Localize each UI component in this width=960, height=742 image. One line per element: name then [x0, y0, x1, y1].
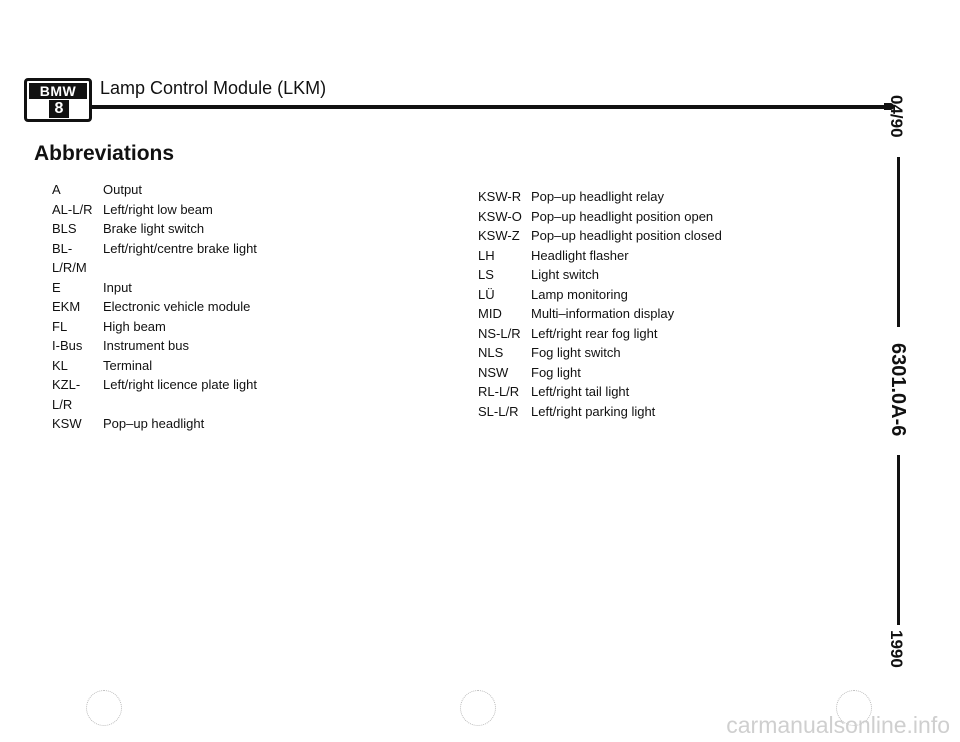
abbr-definition: Instrument bus: [103, 338, 189, 353]
abbr-definition: Brake light switch: [103, 221, 205, 236]
binder-hole: [86, 690, 122, 726]
abbr-term: BLS: [52, 221, 77, 236]
list-item: [478, 226, 722, 246]
abbr-definition: Pop–up headlight position closed: [531, 228, 722, 243]
abbr-term: LÜ: [478, 286, 495, 302]
abbr-term: RL-L/R: [478, 384, 520, 399]
abbr-definition: Terminal: [103, 357, 153, 373]
list-item: [478, 207, 722, 227]
abbr-definition: Multi–information display: [531, 306, 675, 321]
abbr-term: KZL- L/R: [52, 377, 81, 412]
section-title: Abbreviations: [34, 142, 175, 165]
abbr-term: NS-L/R: [478, 325, 521, 341]
page-margin-info: [878, 95, 918, 675]
abbr-term: BL- L/R/M: [52, 240, 87, 275]
abbr-term: NSW: [478, 364, 509, 380]
list-item: [478, 382, 722, 402]
abbr-term: NLS: [478, 345, 504, 360]
abbr-definition: Left/right/centre brake light: [103, 240, 257, 256]
list-item: [478, 324, 722, 344]
list-item: [478, 304, 722, 324]
binder-hole: [460, 690, 496, 726]
abbr-definition: Fog light: [531, 364, 581, 380]
margin-rule: [897, 455, 900, 625]
abbr-definition: Pop–up headlight position open: [531, 208, 714, 224]
list-item: [52, 219, 257, 239]
list-item: [478, 343, 722, 363]
abbr-definition: Light switch: [531, 267, 599, 282]
abbr-term: SL-L/R: [478, 403, 519, 419]
abbr-term: KSW-Z: [478, 228, 520, 243]
abbr-definition: Electronic vehicle module: [103, 299, 251, 314]
abbr-definition: Fog light switch: [531, 345, 621, 360]
list-item: [52, 375, 257, 414]
abbr-term: I-Bus: [52, 338, 83, 353]
list-item: [478, 187, 722, 207]
list-item: [52, 239, 257, 278]
header-rule: [92, 105, 887, 109]
list-item: [52, 336, 257, 356]
abbr-definition: Left/right rear fog light: [531, 325, 658, 341]
abbr-definition: Output: [103, 182, 143, 197]
abbr-definition: High beam: [103, 318, 166, 334]
abbr-term: KL: [52, 357, 68, 373]
abbr-term: KSW-R: [478, 189, 522, 204]
abbr-definition: Pop–up headlight relay: [531, 189, 664, 204]
abbr-definition: Left/right tail light: [531, 384, 630, 399]
abbreviation-list-left: [52, 180, 257, 434]
list-item: [52, 278, 257, 298]
document-title: Lamp Control Module (LKM): [100, 78, 327, 98]
abbr-term: EKM: [52, 299, 81, 314]
list-item: [52, 356, 257, 376]
list-item: [478, 285, 722, 305]
abbr-definition: Lamp monitoring: [531, 286, 628, 302]
abbr-definition: Input: [103, 279, 132, 295]
bmw-8-series-logo: [24, 78, 92, 122]
logo-brand-text: BMW: [29, 83, 87, 99]
watermark: carmanualsonline.info: [726, 712, 950, 738]
abbr-definition: Headlight flasher: [531, 247, 629, 263]
list-item: [478, 402, 722, 422]
issue-date: 04/90: [887, 95, 906, 138]
abbr-term: KSW-O: [478, 208, 522, 224]
abbr-term: LH: [478, 247, 495, 263]
abbr-term: KSW: [52, 416, 82, 431]
abbr-definition: Left/right licence plate light: [103, 377, 257, 392]
abbr-term: E: [52, 279, 61, 295]
abbr-term: AL-L/R: [52, 201, 93, 217]
margin-rule: [897, 157, 900, 327]
abbr-definition: Pop–up headlight: [103, 416, 205, 431]
abbr-term: LS: [478, 267, 494, 282]
list-item: [52, 297, 257, 317]
list-item: [478, 246, 722, 266]
list-item: [52, 317, 257, 337]
abbr-term: A: [52, 182, 61, 197]
list-item: [52, 200, 257, 220]
abbr-definition: Left/right low beam: [103, 201, 213, 217]
list-item: [52, 414, 257, 434]
abbr-definition: Left/right parking light: [531, 403, 656, 419]
document-number: 6301.0A-6: [887, 343, 909, 437]
logo-series-text: 8: [49, 100, 69, 118]
list-item: [478, 265, 722, 285]
list-item: [478, 363, 722, 383]
list-item: [52, 180, 257, 200]
abbr-term: MID: [478, 306, 502, 321]
abbr-term: FL: [52, 318, 68, 334]
abbreviation-list-right: [478, 187, 722, 421]
publication-year: 1990: [887, 630, 906, 668]
